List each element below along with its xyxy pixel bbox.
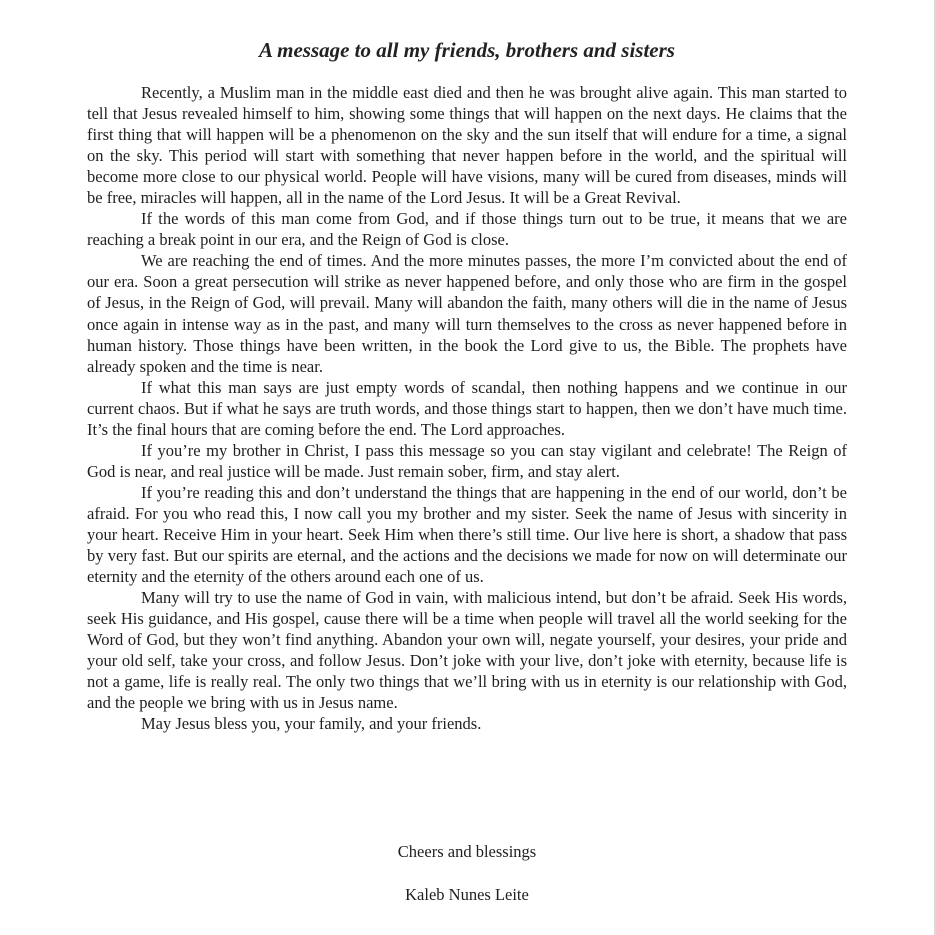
paragraph-6: If you’re reading this and don’t understand the things that are happening in the end of our world, don’t be afraid. For you who read this, I now call you my brother and my sister. Seek the name of Jesus with sincerity in your heart. Receive Him in your heart. Seek Him when there’s still time. Our live here is short, a shadow that pass by very fast. But our spirits are eternal, and the actions and the decisions we made for now on will determinate our eternity and the eternity of the others around each one of us. <box>87 482 847 587</box>
paragraph-2: If the words of this man come from God, and if those things turn out to be true, it means that we are reaching a break point in our era, and the Reign of God is close. <box>87 209 847 250</box>
paragraph-4: If what this man says are just empty words of scandal, then nothing happens and we continue in our current chaos. But if what he says are truth words, and those things start to happen, then we don’t have much time. It’s the final hours that are coming before the end. The Lord approaches. <box>87 377 847 439</box>
document-title: A message to all my friends, brothers and sisters <box>259 38 675 62</box>
paragraph-5: If you’re my brother in Christ, I pass this message so you can stay vigilant and celebrate! The Reign of God is near, and real justice will be made. Just remain sober, firm, and stay alert. <box>87 440 847 481</box>
paragraph-7: Many will try to use the name of God in vain, with malicious intend, but don’t be afraid. Seek His words, seek His guidance, and His gospel, cause there will be a time when people will travel all the world seeking for the Word of God, but they won’t find anything. Abandon your own will, negate yourself, your desires, your pride and your old self, take your cross, and follow Jesus. Don’t joke with your live, don’t joke with eternity, because life is not a game, life is really real. The only two things that we’ll bring with us in eternity is our relationship with God, and the people we bring with us in Jesus name. <box>87 588 847 713</box>
paragraph-3: We are reaching the end of times. And the more minutes passes, the more I’m convicted about the end of our era. Soon a great persecution will strike as never happened before, and only those who are firm in the gospel of Jesus, in the Reign of God, will prevail. Many will abandon the faith, many others will die in the name of Jesus once again in intense way as in the past, and many will turn themselves to the cross as never happened before in human history. Those things have been written, in the book the Lord give to us, the Bible. The prophets have already spoken and the time is near. <box>87 251 847 376</box>
document-body <box>87 82 847 734</box>
closing-line: Cheers and blessings <box>397 842 537 861</box>
paragraph-8: May Jesus bless you, your family, and your friends. <box>141 714 482 734</box>
signature: Kaleb Nunes Leite <box>405 885 529 904</box>
paragraph-1: Recently, a Muslim man in the middle east died and then he was brought alive again. This man started to tell that Jesus revealed himself to him, showing some things that will happen on the next days. He claims that the first thing that will happen will be a phenomenon on the sky and the sun itself that will endure for a time, a signal on the sky. This period will start with something that never happen before in the world, and the spiritual will become more close to our physical world. People will have visions, many will be cured from diseases, minds will be free, miracles will happen, all in the name of the Lord Jesus. It will be a Great Revival. <box>87 83 847 208</box>
